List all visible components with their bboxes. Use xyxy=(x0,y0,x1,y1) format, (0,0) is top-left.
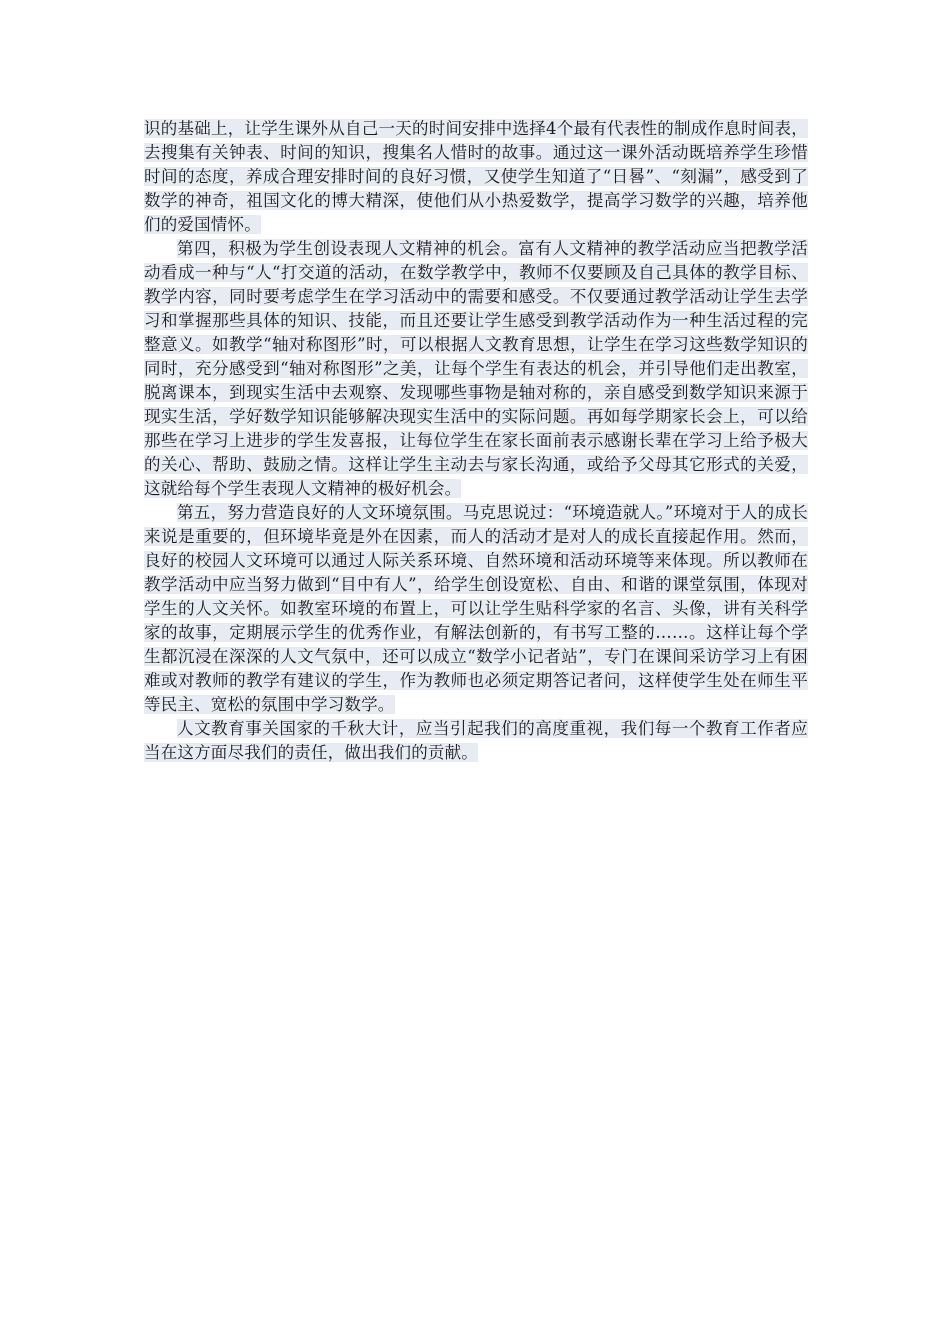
document-body xyxy=(144,117,808,765)
paragraph-3-text: 第五，努力营造良好的人文环境氛围。马克思说过：“环境造就人。”环境对于人的成长来说是重要的，但环境毕竟是外在因素，而人的活动才是对人的成长直接起作用。然而，良好的校园人文环境可以通过人际关系环境、自然环境和活动环境等来体现。所以教师在教学活动中应当努力做到“目中有人”，给学生创设宽松、自由、和谐的课堂氛围，体现对学生的人文关怀。如教室环境的布置上，可以让学生贴科学家的名言、头像，讲有关科学家的故事，定期展示学生的优秀作业，有解法创新的，有书写工整的……。这样让每个学生都沉浸在深深的人文气氛中，还可以成立“数学小记者站”，专门在课间采访学习上有困难或对教师的教学有建议的学生，作为教师也必须定期答记者问，这样使学生处在师生平等民主、宽松的氛围中学习数学。 xyxy=(144,503,808,714)
paragraph-1 xyxy=(144,117,808,237)
paragraph-4 xyxy=(144,717,808,765)
paragraph-2-text: 第四，积极为学生创设表现人文精神的机会。富有人文精神的教学活动应当把教学活动看成一种与“人“打交道的活动，在数学教学中，教师不仅要顾及自己具体的教学目标、教学内容，同时要考虑学生在学习活动中的需要和感受。不仅要通过教学活动让学生去学习和掌握那些具体的知识、技能，而且还要让学生感受到教学活动作为一种生活过程的完整意义。如教学“轴对称图形”时，可以根据人文教育思想，让学生在学习这些数学知识的同时，充分感受到“轴对称图形”之美，让每个学生有表达的机会，并引导他们走出教室，脱离课本，到现实生活中去观察、发现哪些事物是轴对称的，亲自感受到数学知识来源于现实生活，学好数学知识能够解决现实生活中的实际问题。再如每学期家长会上，可以给那些在学习上进步的学生发喜报，让每位学生在家长面前表示感谢长辈在学习上给予极大的关心、帮助、鼓励之情。这样让学生主动去与家长沟通，或给予父母其它形式的关爱，这就给每个学生表现人文精神的极好机会。 xyxy=(144,239,808,498)
paragraph-3 xyxy=(144,501,808,717)
paragraph-4-text: 人文教育事关国家的千秋大计，应当引起我们的高度重视，我们每一个教育工作者应当在这方面尽我们的责任，做出我们的贡献。 xyxy=(144,719,808,762)
paragraph-2 xyxy=(144,237,808,501)
paragraph-1-text: 识的基础上，让学生课外从自己一天的时间安排中选择4个最有代表性的制成作息时间表，去搜集有关钟表、时间的知识，搜集名人惜时的故事。通过这一课外活动既培养学生珍惜时间的态度，养成合理安排时间的良好习惯，又使学生知道了“日晷”、“刻漏”，感受到了数学的神奇，祖国文化的博大精深，使他们从小热爱数学，提高学习数学的兴趣，培养他们的爱国情怀。 xyxy=(144,119,808,234)
